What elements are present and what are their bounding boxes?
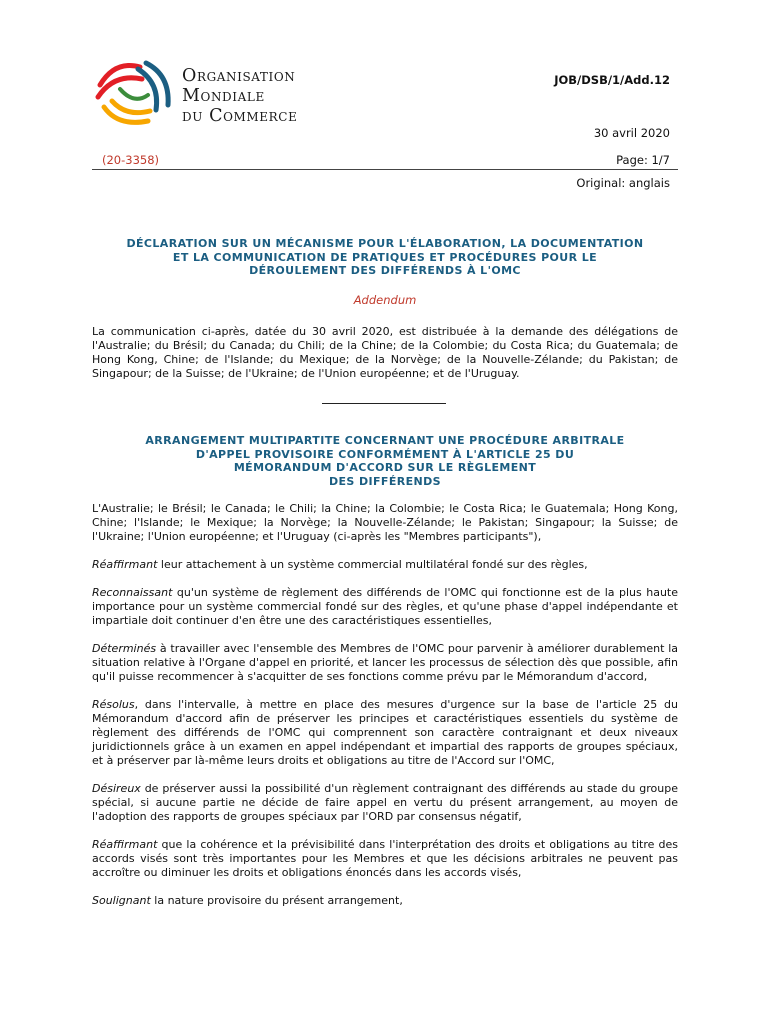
body-paragraph [92,838,678,880]
arrangement-body [92,502,678,922]
title-line: MÉMORANDUM D'ACCORD SUR LE RÈGLEMENT [233,461,537,474]
paragraph-lead: Désireux [92,782,141,795]
title-line: DÉROULEMENT DES DIFFÉRENDS À L'OMC [249,264,521,277]
paragraph-text: , dans l'intervalle, à mettre en place des mesures d'urgence sur la base de l'article 25 du Mémorandum d'accord afin de préserver les principes et caractéristiques essentiels du système de règlement des différends de l'OMC qui comprennent son caractère contraignant et deux niveaux juridictionnels grâce à un examen en appel indépendant et impartial des rapports de groupes spéciaux, et à préserver par là-même leurs droits et obligations au titre de l'Accord sur l'OMC, [92,698,678,767]
organization-line: Mondiale [182,86,265,106]
organization-line: Organisation [182,66,296,86]
paragraph-text: de préserver aussi la possibilité d'un règlement contraignant des différends au stade du groupe spécial, si aucune partie ne décide de faire appel en vertu du présent arrangement, au moyen de l'adoption des rapports de groupes spéciaux par l'ORD par consensus négatif, [92,782,678,823]
header-rule [92,169,678,170]
body-paragraph [92,502,678,544]
paragraph-lead: Réaffirmant [92,558,158,571]
page-number: Page: 1/7 [616,153,670,167]
body-paragraph [92,698,678,768]
section-separator [322,403,446,404]
arrangement-title [92,434,678,488]
title-line: DES DIFFÉRENDS [328,474,441,488]
body-paragraph [92,558,678,572]
title-line: ARRANGEMENT MULTIPARTITE CONCERNANT UNE PROCÉDURE ARBITRALE [145,434,625,447]
paragraph-text: à travailler avec l'ensemble des Membres de l'OMC pour parvenir à améliorer durablement la situation relative à l'Organe d'appel en priorité, et lancer les processus de sélection dès que possible, afin qu'il puisse recommencer à s'acquitter de ses fonctions comme prévu par le Mémorandum d'accord, [92,642,678,683]
body-paragraph [92,782,678,824]
organization-name [182,66,297,126]
paragraph-lead: Soulignant [92,894,151,907]
paragraph-text: leur attachement à un système commercial multilatéral fondé sur des règles, [157,558,588,571]
document-number: (20-3358) [102,153,160,167]
organization-line: du Commerce [182,106,298,126]
paragraph-text: la nature provisoire du présent arrangement, [150,894,403,907]
paragraph-lead: Déterminés [92,642,157,655]
body-paragraph [92,586,678,628]
title-line: DÉCLARATION SUR UN MÉCANISME POUR L'ÉLABORATION, LA DOCUMENTATION [126,237,644,250]
paragraph-text: qu'un système de règlement des différends de l'OMC qui fonctionne est de la plus haute importance pour un système commercial fondé sur des règles, et qu'une phase d'appel indépendante et impartiale doit continuer d'en être une des caractéristiques essentielles, [92,586,678,627]
paragraph-lead: Résolus [92,698,135,711]
paragraph-lead: Réaffirmant [92,838,158,851]
intro-paragraph: La communication ci-après, datée du 30 avril 2020, est distribuée à la demande des délégations de l'Australie; du Brésil; du Canada; du Chili; de la Chine; de la Colombie; du Costa Rica; du Guatemala; de Hong Kong, Chine; de l'Islande; du Mexique; de la Norvège; de la Nouvelle-Zélande; du Pakistan; de Singapour; de la Suisse; de l'Ukraine; de l'Union européenne; et de l'Uruguay. [92,325,678,380]
original-language: Original: anglais [576,176,670,190]
declaration-title [92,237,678,278]
wto-logo [90,55,350,130]
title-line: D'APPEL PROVISOIRE CONFORMÉMENT À L'ARTICLE 25 DU [195,447,575,461]
paragraph-text: L'Australie; le Brésil; le Canada; le Chili; la Chine; la Colombie; le Costa Rica; le Guatemala; Hong Kong, Chine; l'Islande; le Mexique; la Norvège; la Nouvelle-Zélande; le Pakistan; Singapour; la Suisse; de l'Ukraine; l'Union européenne; et l'Uruguay (ci-après les "Membres participants"), [92,502,678,543]
addendum-label: Addendum [353,293,417,307]
body-paragraph [92,894,678,908]
title-line: ET LA COMMUNICATION DE PRATIQUES ET PROCÉDURES POUR LE [172,250,598,264]
paragraph-lead: Reconnaissant [92,586,173,599]
paragraph-text: que la cohérence et la prévisibilité dans l'interprétation des droits et obligations au titre des accords visés sont très importantes pour les Membres et que les décisions arbitrales ne peuvent pas accroître ou diminuer les droits et obligations énoncés dans les accords visés, [92,838,678,879]
body-paragraph [92,642,678,684]
document-symbol: JOB/DSB/1/Add.12 [554,73,670,87]
document-date: 30 avril 2020 [593,126,670,140]
wto-emblem-icon [90,55,182,130]
